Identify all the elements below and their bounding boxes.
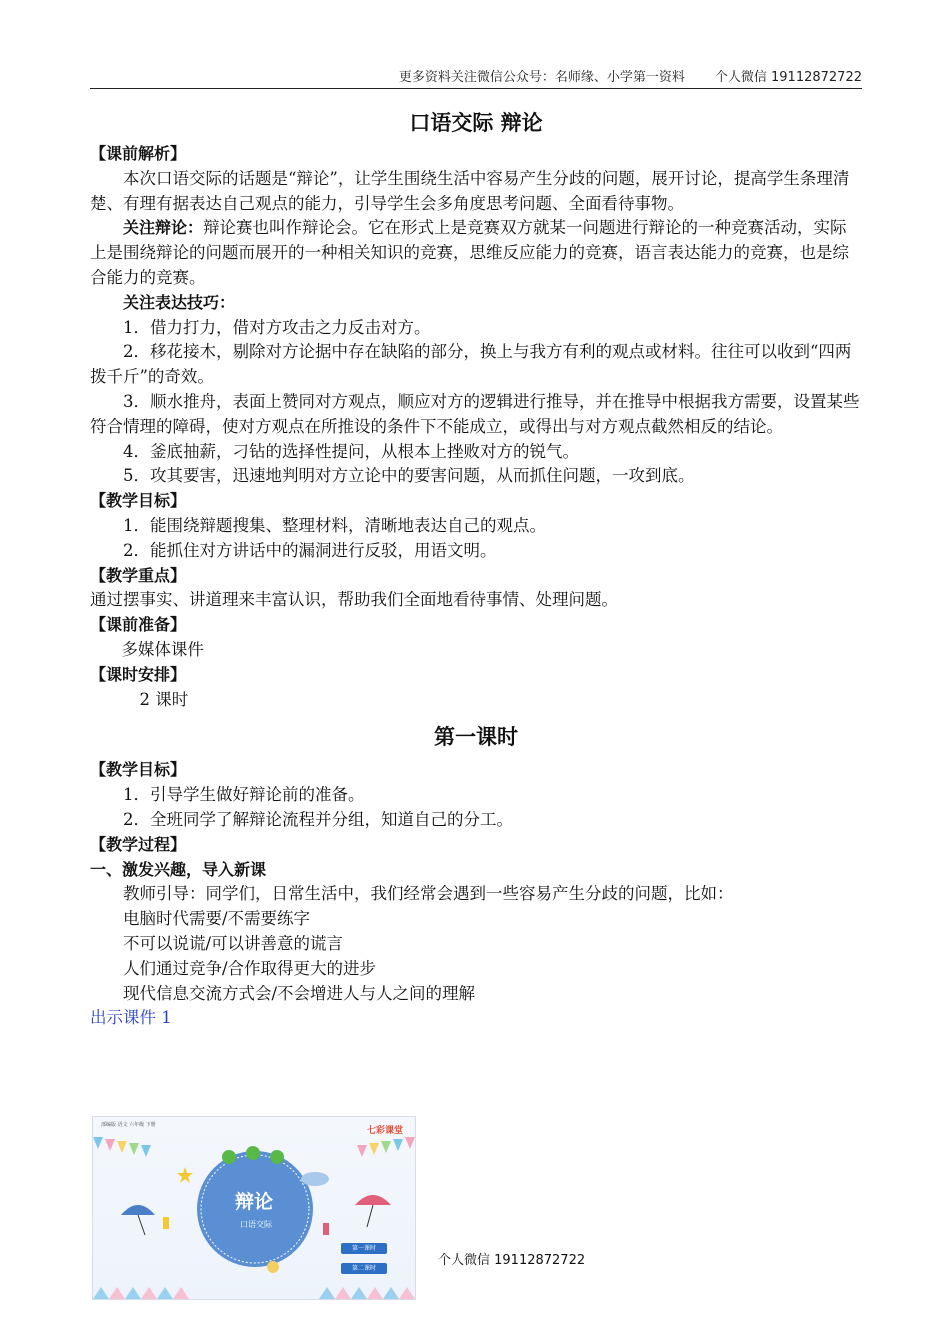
header-right: 个人微信 19112872722	[714, 70, 862, 85]
tip-item: 2．移花接木，剔除对方论据中存在缺陷的部分，换上与我方有利的观点或材料。往往可以收到“四两拨千斤”的奇效。	[90, 342, 852, 387]
slide-main-title: 辩论	[235, 1191, 274, 1213]
slide-lesson1-button[interactable]: 第一课时	[341, 1243, 387, 1254]
boot-icon	[323, 1223, 329, 1235]
tip-item: 3．顺水推舟，表面上赞同对方观点，顺应对方的逻辑进行推导，并在推导中根据我方需要，设置某些符合情理的障碍，使对方观点在所推设的条件下不能成立，或得出与对方观点截然相反的结论。	[90, 391, 860, 436]
topic-item: 现代信息交流方式会/不会增进人与人之间的理解	[123, 983, 476, 1003]
goal-item: 1．能围绕辩题搜集、整理材料，清晰地表达自己的观点。	[123, 515, 546, 535]
bottom-border-pattern	[93, 1287, 415, 1299]
section-heading-prep: 【课前准备】	[90, 615, 187, 635]
section-heading-schedule: 【课时安排】	[90, 664, 187, 684]
document-body	[90, 108, 862, 1031]
doc-title: 口语交际 辩论	[409, 111, 543, 135]
slide-brand: 七彩课堂	[366, 1126, 403, 1136]
section-heading-goals: 【教学目标】	[90, 491, 187, 511]
step1-heading: 一、激发兴趣，导入新课	[90, 859, 267, 879]
slide-toolbar: 部编版 语文 六年级 下册	[101, 1122, 156, 1128]
lesson1-title: 第一课时	[434, 725, 518, 750]
cloud-icon	[301, 1172, 329, 1186]
boot-icon	[163, 1217, 169, 1229]
schedule-text: 2 课时	[139, 689, 189, 709]
lesson1-process-heading: 【教学过程】	[90, 834, 187, 854]
courseware-slide-thumbnail	[92, 1116, 416, 1300]
section-heading-analysis: 【课前解析】	[90, 144, 187, 163]
header-left: 更多资料关注微信公众号：名师缘、小学第一资料	[398, 70, 685, 85]
snail-icon	[267, 1261, 279, 1273]
debate-paragraph	[90, 216, 862, 290]
lesson1-goals-heading: 【教学目标】	[90, 760, 187, 780]
lesson1-goal: 1．引导学生做好辩论前的准备。	[123, 785, 365, 805]
side-contact-note: 个人微信 19112872722	[438, 1253, 586, 1268]
goal-item: 2．能抓住对方讲话中的漏洞进行反驳，用语文明。	[123, 540, 497, 560]
lesson1-goal: 2．全班同学了解辩论流程并分组，知道自己的分工。	[123, 809, 513, 829]
debate-label: 关注辩论：	[123, 218, 204, 238]
section-heading-focus: 【教学重点】	[90, 565, 187, 585]
tip-item: 4．釜底抽薪，刁钻的选择性提问，从根本上挫败对方的锐气。	[123, 441, 579, 461]
analysis-paragraph: 本次口语交际的话题是“辩论”，让学生围绕生活中容易产生分歧的问题，展开讨论，提高学生条理清楚、有理有据表达自己观点的能力，引导学生会多角度思考问题、全面看待事物。	[90, 168, 850, 213]
slide-lesson2-button[interactable]: 第二课时	[341, 1263, 387, 1274]
courseware-link: 出示课件 1	[90, 1008, 172, 1028]
skills-label-line	[90, 291, 862, 316]
debate-text: 辩论赛也叫作辩论会。它在形式上是竞赛双方就某一问题进行辩论的一种竞赛活动，实际上是围绕辩论的问题而展开的一种相关知识的竞赛，思维反应能力的竞赛，语言表达能力的竞赛，也是综合能力的竞赛。	[90, 218, 849, 287]
topic-item: 电脑时代需要/不需要练字	[123, 909, 311, 929]
skills-label: 关注表达技巧：	[123, 292, 236, 312]
star-icon	[177, 1167, 193, 1183]
teacher-intro: 教师引导：同学们，日常生活中，我们经常会遇到一些容易产生分歧的问题，比如：	[123, 884, 734, 904]
page-header	[90, 66, 862, 89]
umbrella-left-icon	[121, 1205, 155, 1235]
tip-item: 5．攻其要害，迅速地判明对方立论中的要害问题，从而抓住问题，一攻到底。	[123, 466, 695, 486]
topic-item: 人们通过竞争/合作取得更大的进步	[123, 958, 377, 978]
tip-item: 1．借力打力，借对方攻击之力反击对方。	[123, 317, 431, 337]
umbrella-right-icon	[355, 1195, 391, 1227]
focus-text: 通过摆事实、讲道理来丰富认识，帮助我们全面地看待事情、处理问题。	[90, 590, 618, 610]
topic-item: 不可以说谎/可以讲善意的谎言	[123, 933, 344, 953]
prep-text: 多媒体课件	[121, 639, 204, 659]
slide-subtitle: 口语交际	[240, 1220, 272, 1229]
